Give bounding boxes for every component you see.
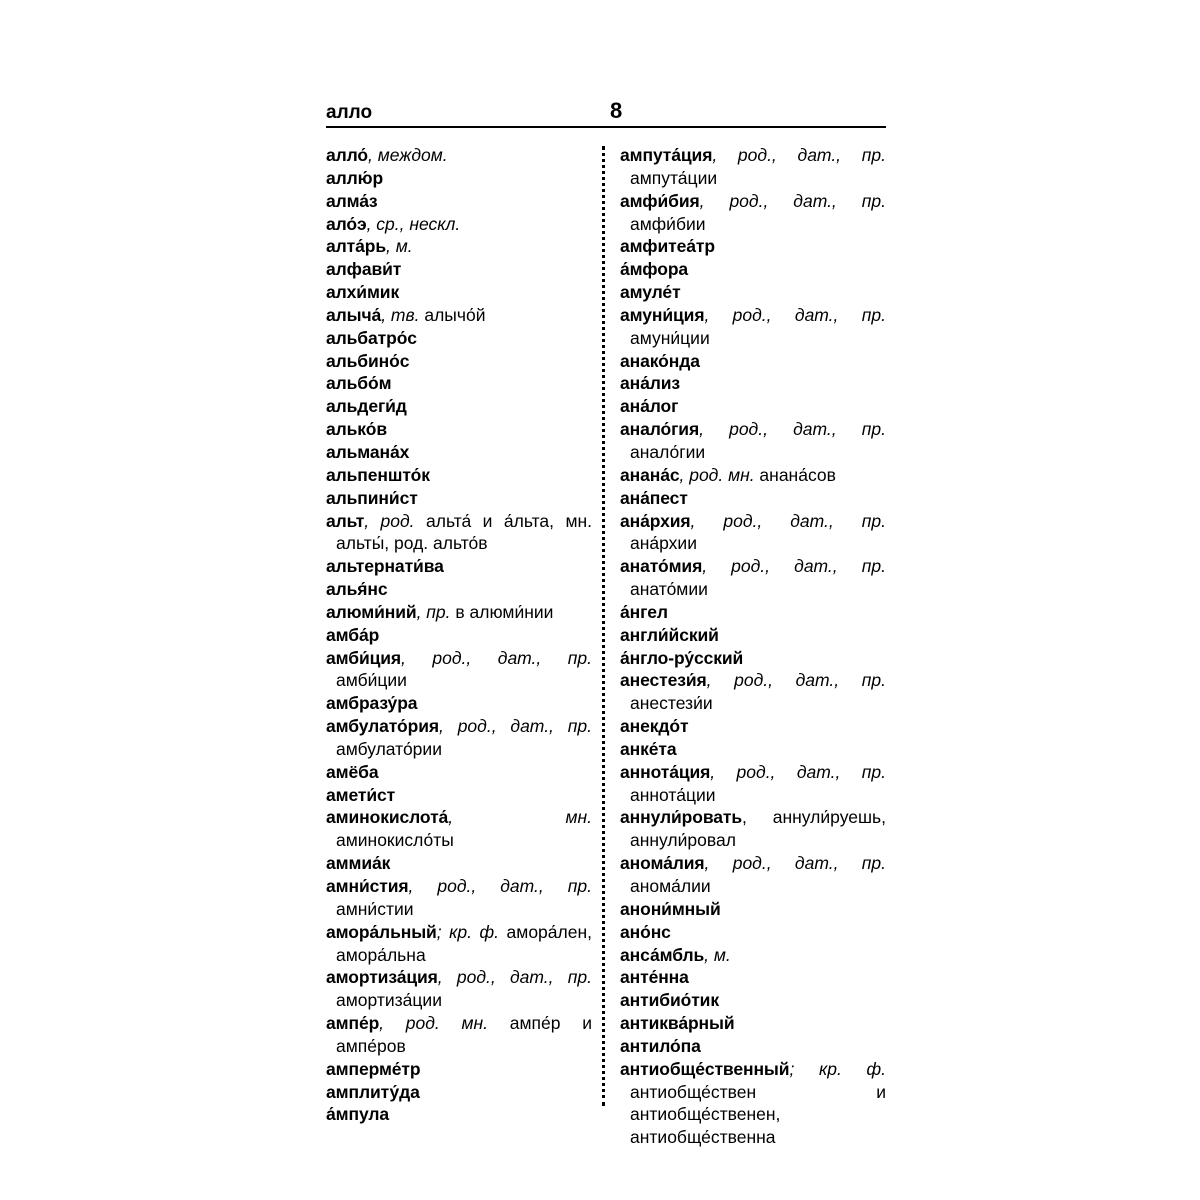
dictionary-entry [326, 235, 592, 258]
entry-grammar-note: , род., дат., пр. [706, 670, 886, 691]
entry-headword: альпеншто́к [326, 464, 430, 485]
entry-forms: амбулато́рии [336, 738, 442, 759]
dictionary-entry [326, 555, 592, 578]
entry-forms: аннота́ции [630, 784, 716, 805]
left-column [326, 144, 592, 1126]
entry-headword: анато́мия [620, 556, 703, 577]
dictionary-entry [620, 350, 886, 373]
dictionary-entry [326, 1058, 592, 1081]
entry-headword: антиобще́ственный [620, 1058, 790, 1079]
dictionary-entry [620, 190, 886, 236]
dictionary-entry [326, 601, 592, 624]
dictionary-entry [326, 715, 592, 761]
entry-headword: аммиа́к [326, 853, 391, 874]
entry-headword: амбулато́рия [326, 716, 439, 737]
entry-headword: альбатро́с [326, 327, 417, 348]
entry-grammar-note: , м. [704, 944, 731, 965]
entry-forms: ампе́р и ампе́ров [336, 1013, 592, 1056]
dictionary-entry [326, 213, 592, 236]
entry-headword: амперме́тр [326, 1058, 421, 1079]
entry-headword: ана́рхия [620, 510, 691, 531]
entry-grammar-note: , род., дат., пр. [704, 853, 886, 874]
entry-grammar-note: , род., дат., пр. [690, 510, 886, 531]
entry-forms: анана́сов [754, 464, 836, 485]
dictionary-entry [620, 510, 886, 556]
entry-headword: амфи́бия [620, 190, 700, 211]
dictionary-entry [620, 715, 886, 738]
entry-headword: альбино́с [326, 350, 410, 371]
entry-forms: анало́гии [630, 441, 706, 462]
entry-forms: амби́ции [336, 670, 407, 691]
entry-headword: аллю́р [326, 167, 384, 188]
entry-headword: а́мпула [326, 1104, 389, 1125]
dictionary-entry [620, 258, 886, 281]
entry-headword: анана́с [620, 464, 680, 485]
entry-grammar-note: , род., дат., пр. [704, 304, 886, 325]
entry-headword: аминокислота́ [326, 807, 449, 828]
entry-headword: амфитеа́тр [620, 236, 715, 257]
dictionary-entry [326, 806, 592, 852]
dictionary-entry [620, 624, 886, 647]
dictionary-entry [326, 966, 592, 1012]
dictionary-entry [620, 761, 886, 807]
entry-headword: анте́нна [620, 967, 689, 988]
entry-forms: амортиза́ции [336, 990, 442, 1011]
entry-grammar-note: ; кр. ф. [789, 1058, 886, 1079]
entry-forms: антиобще́ствен и антиобще́ственен, антиобще́ственна [630, 1081, 886, 1148]
dictionary-entry [326, 578, 592, 601]
dictionary-entry [326, 624, 592, 647]
dictionary-entry [620, 966, 886, 989]
dictionary-entry [620, 601, 886, 624]
dictionary-entry [326, 281, 592, 304]
entry-forms: анестези́и [630, 693, 713, 714]
dictionary-entry [326, 1103, 592, 1126]
dictionary-entry [620, 464, 886, 487]
entry-forms: альта́ и а́льта, мн. альты́, род. альто́в [336, 510, 592, 554]
entry-headword: ало́э [326, 213, 367, 234]
dictionary-entry [326, 350, 592, 373]
dictionary-entry [620, 898, 886, 921]
entry-forms: аминокисло́ты [336, 830, 454, 851]
entry-headword: амби́ция [326, 647, 402, 668]
entry-headword: алья́нс [326, 579, 388, 600]
entry-forms: алычо́й [419, 304, 486, 325]
entry-grammar-note: , род. мн. [379, 1013, 489, 1034]
entry-headword: альбо́м [326, 373, 392, 394]
entry-headword: антило́па [620, 1035, 701, 1056]
entry-grammar-note: , мн. [448, 807, 592, 828]
entry-grammar-note: , тв. [381, 304, 420, 325]
entry-grammar-note: , род., дат., пр. [712, 145, 886, 165]
entry-headword: анестези́я [620, 670, 707, 691]
dictionary-entry [326, 258, 592, 281]
entry-headword: а́нгло-ру́сский [620, 647, 744, 668]
entry-headword: а́мфора [620, 259, 689, 280]
entry-grammar-note: ; кр. ф. [436, 921, 500, 942]
dictionary-entry [326, 327, 592, 350]
entry-grammar-note: , род., дат., пр. [699, 190, 886, 211]
dictionary-entry [620, 487, 886, 510]
entry-grammar-note: , род., дат., пр. [437, 967, 592, 988]
entry-headword: амёба [326, 761, 379, 782]
entry-headword: аннули́ровать [620, 807, 743, 828]
entry-grammar-note: , род., дат., пр. [408, 876, 592, 896]
entry-forms: ана́рхии [630, 533, 697, 554]
dictionary-entry [620, 647, 886, 670]
dictionary-entry [620, 669, 886, 715]
entry-headword: амни́стия [326, 876, 409, 896]
entry-grammar-note: , род., дат., пр. [710, 761, 886, 782]
dictionary-entry [326, 647, 592, 693]
dictionary-entry [326, 372, 592, 395]
entry-forms: амора́лен, амора́льна [336, 921, 592, 965]
entry-headword: амети́ст [326, 784, 396, 805]
entry-headword: ано́нс [620, 921, 671, 942]
entry-headword: анке́та [620, 738, 677, 759]
entry-headword: алхи́мик [326, 282, 400, 303]
dictionary-entry [620, 1058, 886, 1149]
dictionary-entry [620, 372, 886, 395]
dictionary-entry [620, 944, 886, 967]
entry-headword: амуни́ция [620, 304, 705, 325]
dictionary-entry [620, 852, 886, 898]
head-word: алло [326, 102, 373, 123]
dictionary-entry [620, 281, 886, 304]
entry-headword: амуле́т [620, 282, 681, 303]
entry-headword: алта́рь [326, 236, 387, 257]
entry-headword: антиква́рный [620, 1013, 735, 1034]
entry-headword: ана́лиз [620, 373, 681, 394]
entry-headword: алло́ [326, 145, 369, 165]
entry-headword: анома́лия [620, 853, 705, 874]
entry-headword: аннота́ция [620, 761, 711, 782]
entry-grammar-note: , род., дат., пр. [438, 716, 592, 737]
entry-headword: алфави́т [326, 259, 402, 280]
dictionary-entry [326, 190, 592, 213]
entry-grammar-note: , род. [364, 510, 415, 531]
entry-headword: анекдо́т [620, 716, 689, 737]
entry-headword: альмана́х [326, 441, 410, 462]
dictionary-entry [620, 921, 886, 944]
dictionary-entry [326, 464, 592, 487]
entry-headword: алюми́ний [326, 601, 417, 622]
entry-headword: альпини́ст [326, 487, 418, 508]
entry-grammar-note: , род., дат., пр. [699, 419, 886, 440]
dictionary-entry [620, 304, 886, 350]
entry-headword: ана́лог [620, 396, 679, 417]
dictionary-entry [326, 875, 592, 921]
entry-headword: амбразу́ра [326, 693, 418, 714]
entry-grammar-note: , междом. [368, 145, 448, 165]
entry-forms: амни́стии [336, 898, 414, 919]
dictionary-entry [620, 1035, 886, 1058]
entry-headword: алма́з [326, 190, 378, 211]
running-head [326, 100, 886, 128]
dictionary-entry [620, 738, 886, 761]
entry-headword: ампута́ция [620, 145, 713, 165]
dictionary-entry [326, 167, 592, 190]
entry-forms: анато́мии [630, 579, 708, 600]
entry-forms: амуни́ции [630, 327, 710, 348]
entry-headword: альдеги́д [326, 396, 407, 417]
dictionary-entry [326, 441, 592, 464]
entry-grammar-note: , ср., нескл. [366, 213, 461, 234]
dictionary-entry [326, 487, 592, 510]
entry-headword: анса́мбль [620, 944, 705, 965]
entry-headword: альтернати́ва [326, 556, 444, 577]
entry-headword: анало́гия [620, 419, 700, 440]
header-rule [326, 126, 886, 128]
dictionary-entry [620, 806, 886, 852]
entry-headword: амора́льный [326, 921, 437, 942]
dictionary-entry [326, 784, 592, 807]
dictionary-entry [326, 304, 592, 327]
entry-grammar-note: , пр. [416, 601, 451, 622]
entry-headword: англи́йский [620, 624, 719, 645]
entry-headword: ана́пест [620, 487, 688, 508]
dictionary-entry [620, 555, 886, 601]
entry-headword: амортиза́ция [326, 967, 438, 988]
entry-forms: , аннули́руешь, аннули́ровал [630, 807, 886, 851]
entry-headword: а́нгел [620, 601, 668, 622]
entry-headword: анако́нда [620, 350, 700, 371]
entry-headword: анони́мный [620, 898, 721, 919]
entry-forms: анома́лии [630, 876, 711, 896]
dictionary-entry [326, 761, 592, 784]
entry-headword: алько́в [326, 419, 387, 440]
entry-headword: алыча́ [326, 304, 382, 325]
dictionary-entry [620, 1012, 886, 1035]
dictionary-entry [326, 1081, 592, 1104]
right-column [620, 144, 886, 1149]
dictionary-entry [620, 989, 886, 1012]
dictionary-entry [620, 418, 886, 464]
entry-forms: в алюми́нии [450, 601, 554, 622]
entry-grammar-note: , род. мн. [679, 464, 755, 485]
page-number: 8 [610, 98, 623, 123]
dictionary-entry [326, 395, 592, 418]
dictionary-entry [326, 921, 592, 967]
entry-grammar-note: , м. [386, 236, 413, 257]
entry-grammar-note: , род., дат., пр. [702, 556, 886, 577]
entry-grammar-note: , род., дат., пр. [401, 647, 592, 668]
dictionary-entry [326, 1012, 592, 1058]
dictionary-entry [326, 510, 592, 556]
dictionary-entry [326, 418, 592, 441]
entry-forms: амфи́бии [630, 213, 706, 234]
dictionary-entry [326, 144, 592, 167]
entry-headword: амплиту́да [326, 1081, 420, 1102]
entry-headword: амба́р [326, 624, 380, 645]
entry-headword: антибио́тик [620, 990, 719, 1011]
dictionary-entry [620, 395, 886, 418]
entry-forms: ампута́ции [630, 167, 718, 188]
dictionary-entry [326, 852, 592, 875]
dictionary-entry [326, 692, 592, 715]
dictionary-entry [620, 144, 886, 190]
column-divider [602, 146, 605, 1106]
entry-headword: ампе́р [326, 1013, 380, 1034]
dictionary-entry [620, 235, 886, 258]
entry-headword: альт [326, 510, 365, 531]
